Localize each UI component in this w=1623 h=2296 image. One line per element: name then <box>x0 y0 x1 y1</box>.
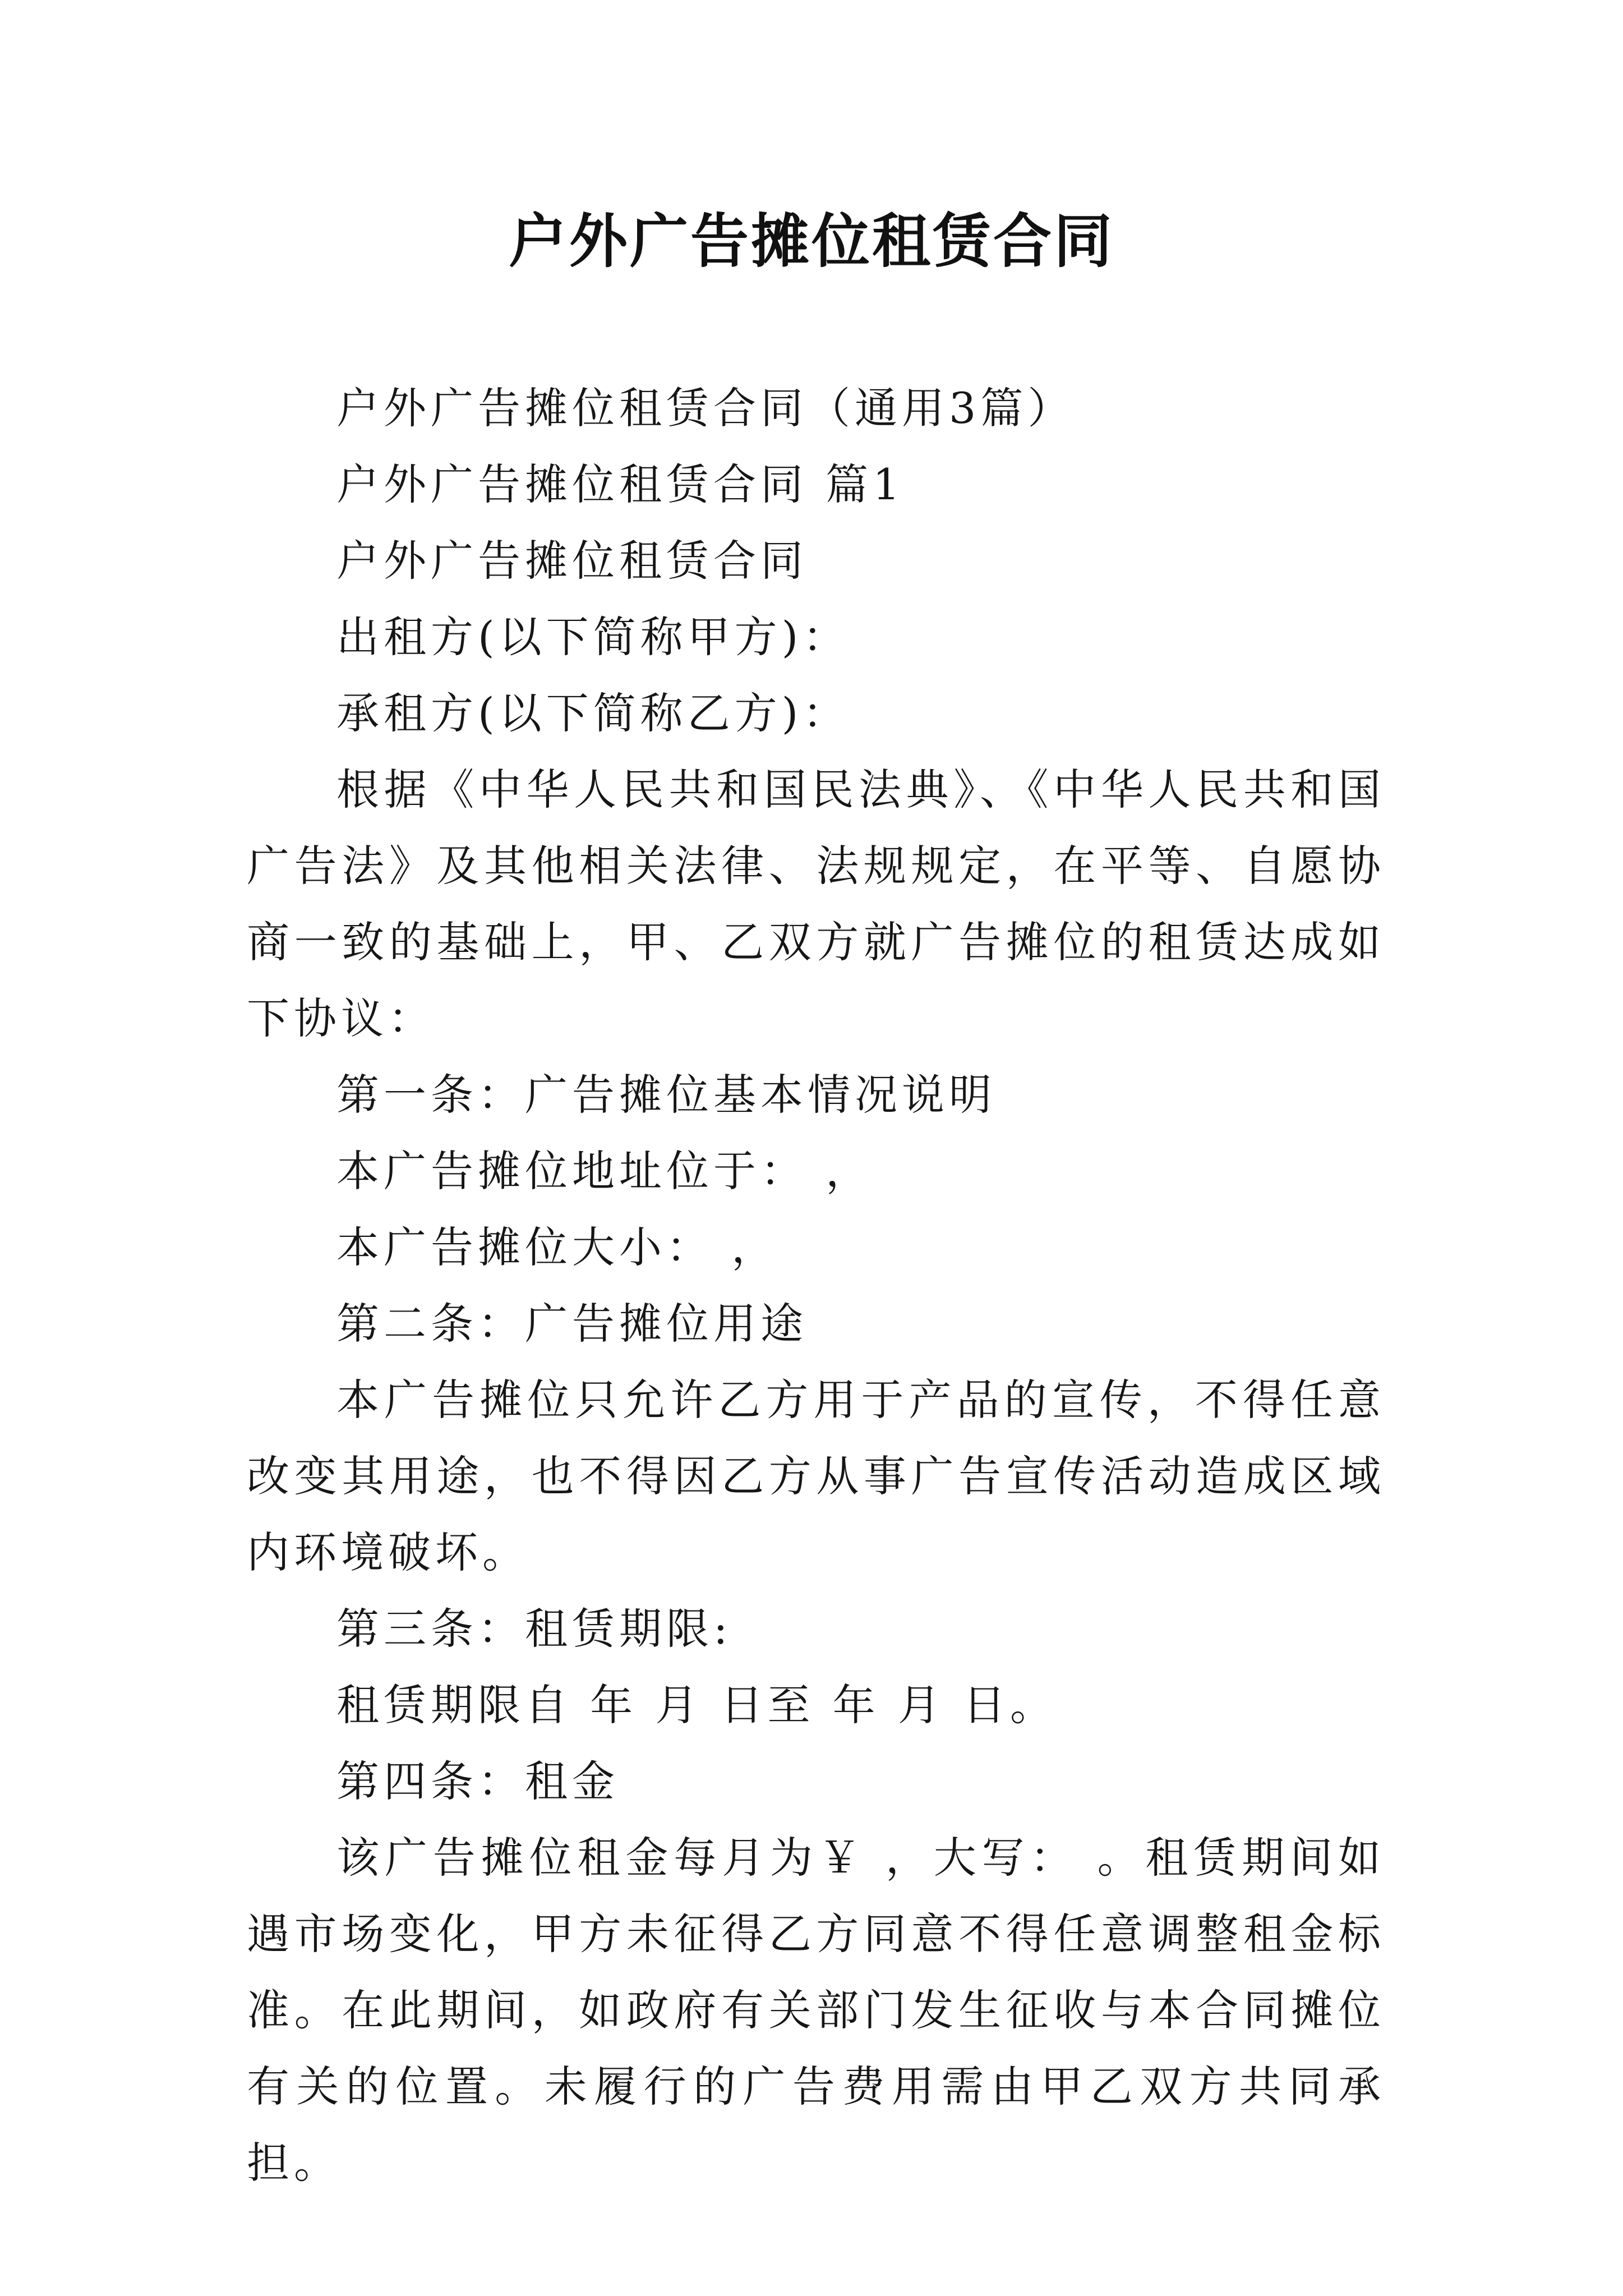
paragraph-series-title: 户外广告摊位租赁合同（通用3篇） <box>336 383 1075 433</box>
document-title: 户外广告摊位租赁合同 <box>508 206 1114 275</box>
paragraph-lease-term: 租赁期限自 年 月 日至 年 月 日。 <box>336 1680 1057 1730</box>
article-1-heading: 第一条：广告摊位基本情况说明 <box>336 1070 996 1120</box>
document-body <box>247 370 1385 2201</box>
article-4-heading: 第四条：租金 <box>336 1756 619 1806</box>
paragraph-rent: 该广告摊位租金每月为￥ ，大写： 。租赁期间如遇市场变化，甲方未征得乙方同意不得任意调整租金标准。在此期间，如政府有关部门发生征收与本合同摊位有关的位置。未履行的广告费用需由甲乙双方共同承担。 <box>247 1833 1385 2188</box>
article-3-heading: 第三条：租赁期限: <box>336 1604 732 1654</box>
paragraph-booth-size: 本广告摊位大小： ， <box>336 1222 779 1272</box>
paragraph-lessor: 出租方(以下简称甲方)： <box>336 612 850 662</box>
article-2-heading: 第二条：广告摊位用途 <box>336 1299 808 1349</box>
paragraph-part-heading: 户外广告摊位租赁合同 篇1 <box>336 459 905 509</box>
paragraph-legal-basis: 根据《中华人民共和国民法典》、《中华人民共和国广告法》及其他相关法律、法规规定，在平等、自愿协商一致的基础上，甲、乙双方就广告摊位的租赁达成如下协议： <box>247 765 1385 1043</box>
paragraph-contract-name: 户外广告摊位租赁合同 <box>336 536 808 586</box>
paragraph-lessee: 承租方(以下简称乙方)： <box>336 688 850 738</box>
paragraph-booth-address: 本广告摊位地址位于： ， <box>336 1146 873 1196</box>
paragraph-booth-usage: 本广告摊位只允许乙方用于产品的宣传，不得任意改变其用途，也不得因乙方从事广告宣传活动造成区域内环境破坏。 <box>247 1375 1385 1577</box>
